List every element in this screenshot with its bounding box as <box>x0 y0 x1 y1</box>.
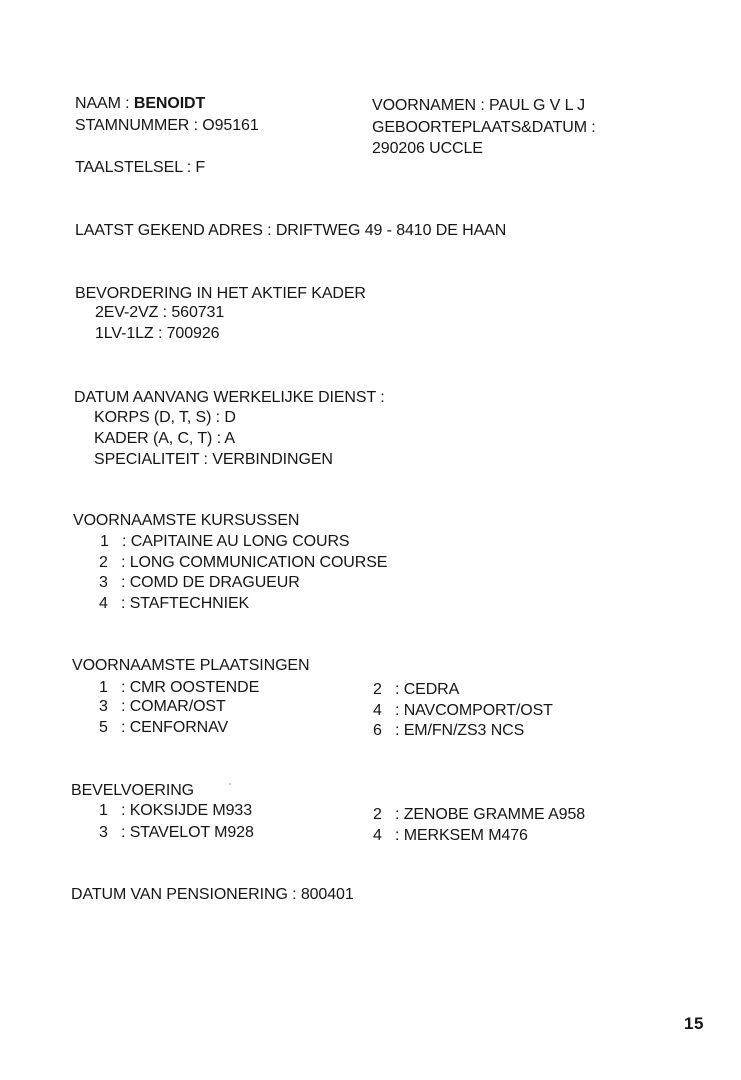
datum-pensionering: DATUM VAN PENSIONERING : 800401 <box>71 886 354 903</box>
plaatsing-item <box>99 718 228 738</box>
kursus-number: 3 <box>99 574 108 591</box>
bevelvoering-item <box>99 823 254 843</box>
geboorte-label: GEBOORTEPLAATS&DATUM : <box>372 119 596 136</box>
plaatsingen-title: VOORNAAMSTE PLAATSINGEN <box>72 657 310 674</box>
voornamen: VOORNAMEN : PAUL G V L J <box>372 97 586 114</box>
plaatsing-item <box>373 721 524 741</box>
plaatsing-text: : CENFORNAV <box>121 719 229 736</box>
stamnummer: STAMNUMMER : O95161 <box>75 117 259 134</box>
laatst-gekend-adres: LAATST GEKEND ADRES : DRIFTWEG 49 - 8410 DE HAAN <box>75 222 507 239</box>
taalstelsel: TAALSTELSEL : F <box>75 159 206 176</box>
bevelvoering-number: 3 <box>99 824 108 841</box>
dienst-title: DATUM AANVANG WERKELIJKE DIENST : <box>74 389 385 406</box>
plaatsing-text: : CMR OOSTENDE <box>121 679 260 696</box>
bevelvoering-number: 4 <box>373 827 382 844</box>
bevelvoering-item <box>373 805 585 825</box>
bevelvoering-text: : KOKSIJDE M933 <box>121 802 252 819</box>
bevordering-line: 1LV-1LZ : 700926 <box>95 325 220 342</box>
bevelvoering-number: 1 <box>99 802 108 819</box>
kursus-text: : STAFTECHNIEK <box>121 595 250 612</box>
plaatsing-number: 5 <box>99 719 108 736</box>
kursus-text: : LONG COMMUNICATION COURSE <box>121 554 388 571</box>
plaatsing-item <box>373 680 459 700</box>
bevordering-title: BEVORDERING IN HET AKTIEF KADER <box>75 285 366 302</box>
dienst-line-specialiteit: SPECIALITEIT : VERBINDINGEN <box>94 451 333 468</box>
bevelvoering-text: : STAVELOT M928 <box>121 824 254 841</box>
bevelvoering-text: : ZENOBE GRAMME A958 <box>395 806 586 823</box>
kursus-text: : CAPITAINE AU LONG COURS <box>122 533 350 550</box>
plaatsing-item <box>99 697 226 717</box>
kursus-text: : COMD DE DRAGUEUR <box>121 574 300 591</box>
bevelvoering-number: 2 <box>373 806 382 823</box>
kursus-number: 1 <box>100 533 109 550</box>
bevelvoering-item <box>99 801 252 821</box>
kursus-item <box>99 594 249 614</box>
plaatsing-number: 3 <box>99 698 108 715</box>
scan-speck <box>229 783 231 785</box>
naam-line <box>75 94 205 114</box>
plaatsing-text: : CEDRA <box>395 681 460 698</box>
plaatsing-item <box>99 678 259 698</box>
bevelvoering-item <box>373 826 528 846</box>
naam-label: NAAM : <box>75 95 134 112</box>
plaatsing-item <box>373 701 553 721</box>
plaatsing-number: 6 <box>373 722 382 739</box>
kursussen-title: VOORNAAMSTE KURSUSSEN <box>73 512 300 529</box>
page-number: 15 <box>684 1014 704 1033</box>
bevelvoering-title: BEVELVOERING <box>71 782 194 799</box>
bevelvoering-text: : MERKSEM M476 <box>395 827 528 844</box>
geboorte-value: 290206 UCCLE <box>372 140 483 157</box>
kursus-item <box>99 553 387 573</box>
plaatsing-text: : COMAR/OST <box>121 698 226 715</box>
plaatsing-number: 4 <box>373 702 382 719</box>
plaatsing-number: 2 <box>373 681 382 698</box>
dienst-line-kader: KADER (A, C, T) : A <box>94 430 235 447</box>
kursus-number: 4 <box>99 595 108 612</box>
plaatsing-number: 1 <box>99 679 108 696</box>
kursus-item <box>99 573 300 593</box>
dienst-line-korps: KORPS (D, T, S) : D <box>94 409 236 426</box>
naam-value: BENOIDT <box>133 95 206 112</box>
plaatsing-text: : NAVCOMPORT/OST <box>395 702 553 719</box>
kursus-number: 2 <box>99 554 108 571</box>
plaatsing-text: : EM/FN/ZS3 NCS <box>395 722 525 739</box>
kursus-item <box>100 532 349 552</box>
bevordering-line: 2EV-2VZ : 560731 <box>95 304 225 321</box>
